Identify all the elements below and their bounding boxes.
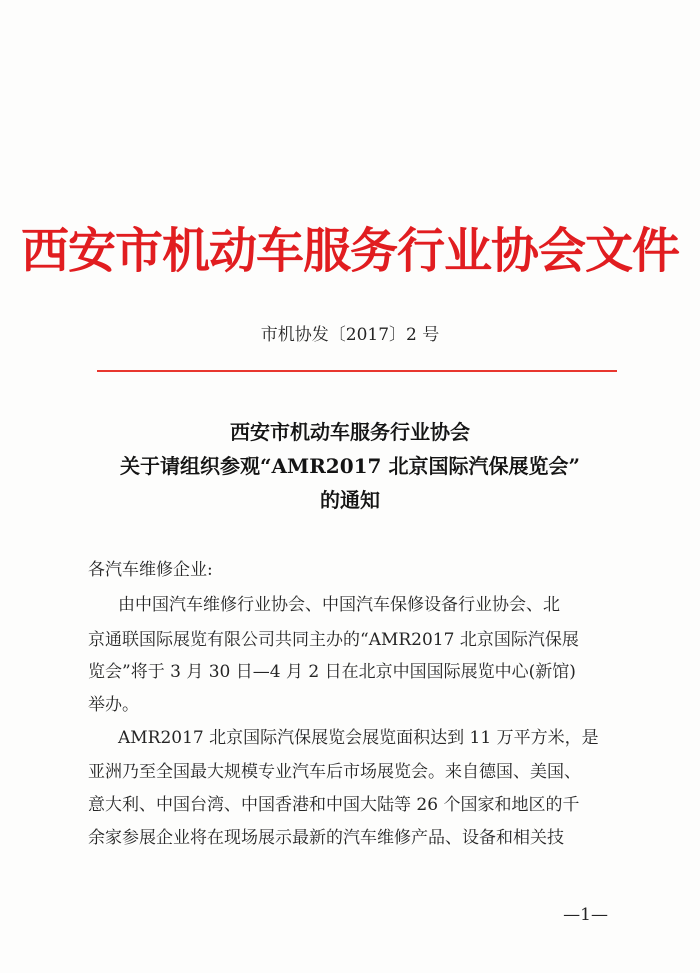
paragraph-2-line: 意大利、中国台湾、中国香港和中国大陆等 26 个国家和地区的千 [88,795,580,815]
paragraph-1-line: 由中国汽车维修行业协会、中国汽车保修设备行业协会、北 [118,595,560,615]
document-number: 市机协发〔2017〕2 号 [260,325,440,345]
notice-title-line-3: 的通知 [320,488,380,512]
notice-title-line-1: 西安市机动车服务行业协会 [230,420,470,444]
paragraph-1-line: 览会”将于 3 月 30 日—4 月 2 日在北京中国国际展览中心(新馆) [88,662,576,682]
paragraph-1-line: 京通联国际展览有限公司共同主办的“AMR2017 北京国际汽保展 [88,630,579,650]
issuer-header-title: 西安市机动车服务行业协会文件 [20,223,679,279]
paragraph-2-line: AMR2017 北京国际汽保展览会展览面积达到 11 万平方米，是 [118,728,599,748]
paragraph-2-line: 亚洲乃至全国最大规模专业汽车后市场展览会。来自德国、美国、 [88,762,581,782]
paragraph-1-line: 举办。 [88,695,139,715]
page-number: —1— [563,905,608,925]
red-divider-line [97,370,617,372]
notice-title-line-2: 关于请组织参观“AMR2017 北京国际汽保展览会” [120,454,580,478]
salutation: 各汽车维修企业: [88,560,213,580]
paragraph-2-line: 余家参展企业将在现场展示最新的汽车维修产品、设备和相关技 [88,828,564,848]
